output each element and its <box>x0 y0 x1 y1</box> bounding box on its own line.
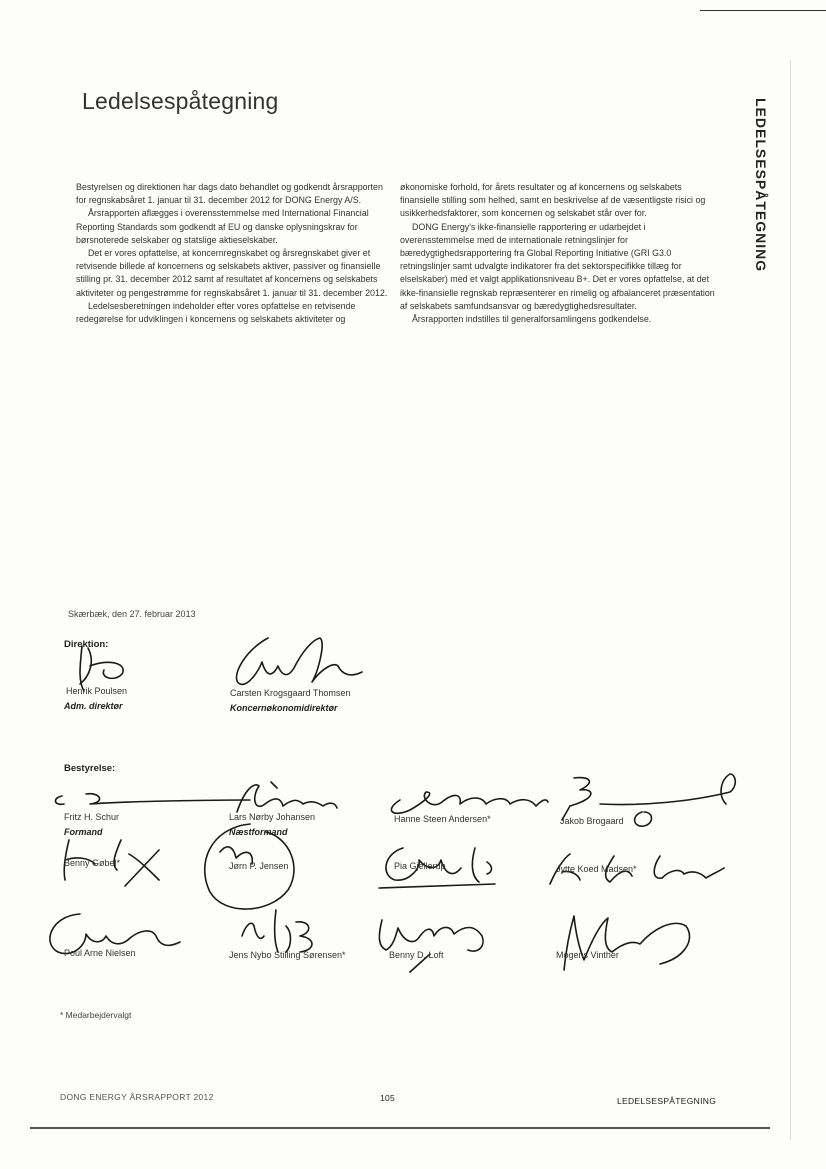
right-edge-line <box>790 60 791 1140</box>
footer-report-title: DONG ENERGY ÅRSRAPPORT 2012 <box>60 1092 214 1102</box>
paragraph: økonomiske forhold, for årets resultater og af koncernens og selskabets finansielle stilling som helhed, samt en beskrivelse af de væsentligste risici og usikkerhedsfaktorer, som koncernen og selskabet står over for. <box>400 182 706 219</box>
board-name-9: Poul Arne Nielsen <box>64 948 136 958</box>
board-name-8: Jytte Koed Madsen* <box>556 864 637 874</box>
footnote: * Medarbejdervalgt <box>60 1010 132 1020</box>
body-column-left <box>76 181 391 326</box>
executive-heading: Direktion: <box>64 639 109 650</box>
signature-carsten-krogsgaard-thomsen <box>222 632 382 692</box>
paragraph: Bestyrelsen og direktionen har dags dato behandlet og godkendt årsrapporten for regnskabsåret 1. januar til 31. december 2012 for DONG Energy A/S. <box>76 182 383 206</box>
bottom-rule <box>30 1127 770 1129</box>
side-section-tab: LEDELSESPÅTEGNING <box>753 98 769 273</box>
board-role-2: Næstformand <box>229 827 288 837</box>
board-name-4: Jakob Brogaard <box>560 816 624 826</box>
paragraph: DONG Energy's ikke-finansielle rapportering er udarbejdet i overensstemmelse med de internationale retningslinjer for bæredygtighedsrapportering fra Global Reporting Initiative (GRI G3.0 retningslinjer samt udvalgte indikatorer fra det sektorspecifikke tillæg for elselskaber) med et valgt applikationsniveau B+. Det er vores opfattelse, at det ikke-finansielle regnskab repræsenterer en rimelig og afbalanceret præsentation af selskabets samfundsansvar og bæredygtighedsresultater. <box>400 221 715 311</box>
exec-name-1: Henrik Poulsen <box>66 686 128 696</box>
paragraph: Årsrapporten aflægges i overensstemmelse med International Financial Reporting Standards som godkendt af EU og danske oplysningskrav for børsnoterede selskaber og statslige aktieselskaber. <box>76 208 369 245</box>
board-name-11: Benny D. Loft <box>389 950 444 960</box>
signature-hanne-steen-andersen <box>380 782 550 818</box>
board-name-10: Jens Nybo Stilling Sørensen* <box>229 950 346 960</box>
board-name-2: Lars Nørby Johansen <box>229 812 316 822</box>
board-name-12: Mogens Vinther <box>556 950 619 960</box>
board-role-1: Formand <box>64 827 103 837</box>
board-name-5: Benny Gøbel* <box>64 858 121 868</box>
exec-role-1: Adm. direktør <box>64 701 123 711</box>
signature-benny-d-loft <box>370 906 500 976</box>
paragraph: Ledelsesberetningen indeholder efter vores opfattelse en retvisende redegørelse for udviklingen i koncernens og selskabets aktiviteter og <box>76 300 356 325</box>
place-date: Skærbæk, den 27. februar 2013 <box>68 609 196 619</box>
board-name-3: Hanne Steen Andersen* <box>394 814 491 824</box>
board-name-6: Jørn P. Jensen <box>229 861 289 871</box>
board-name-1: Fritz H. Schur <box>64 812 120 822</box>
top-right-rule <box>700 10 826 11</box>
page-title: Ledelsespåtegning <box>82 88 279 114</box>
signature-mogens-vinther <box>540 900 700 980</box>
exec-role-2: Koncernøkonomidirektør <box>230 703 338 713</box>
footer-section-name: LEDELSESPÅTEGNING <box>617 1096 717 1106</box>
page-number: 105 <box>380 1093 396 1103</box>
paragraph: Det er vores opfattelse, at koncernregnskabet og årsregnskabet giver et retvisende billede af koncernens og selskabets aktiver, passiver og finansielle stilling pr. 31. december 2012 samt af resultatet af koncernens og selskabets aktiviteter og pengestrømme for regnskabsåret 1. januar til 31. december 2012. <box>76 248 388 298</box>
paragraph: Årsrapporten indstilles til generalforsamlingens godkendelse. <box>412 314 652 325</box>
board-name-7: Pia Gjellerup <box>394 861 446 871</box>
exec-name-2: Carsten Krogsgaard Thomsen <box>230 688 351 698</box>
body-column-right <box>400 181 715 326</box>
board-heading: Bestyrelse: <box>64 763 116 774</box>
